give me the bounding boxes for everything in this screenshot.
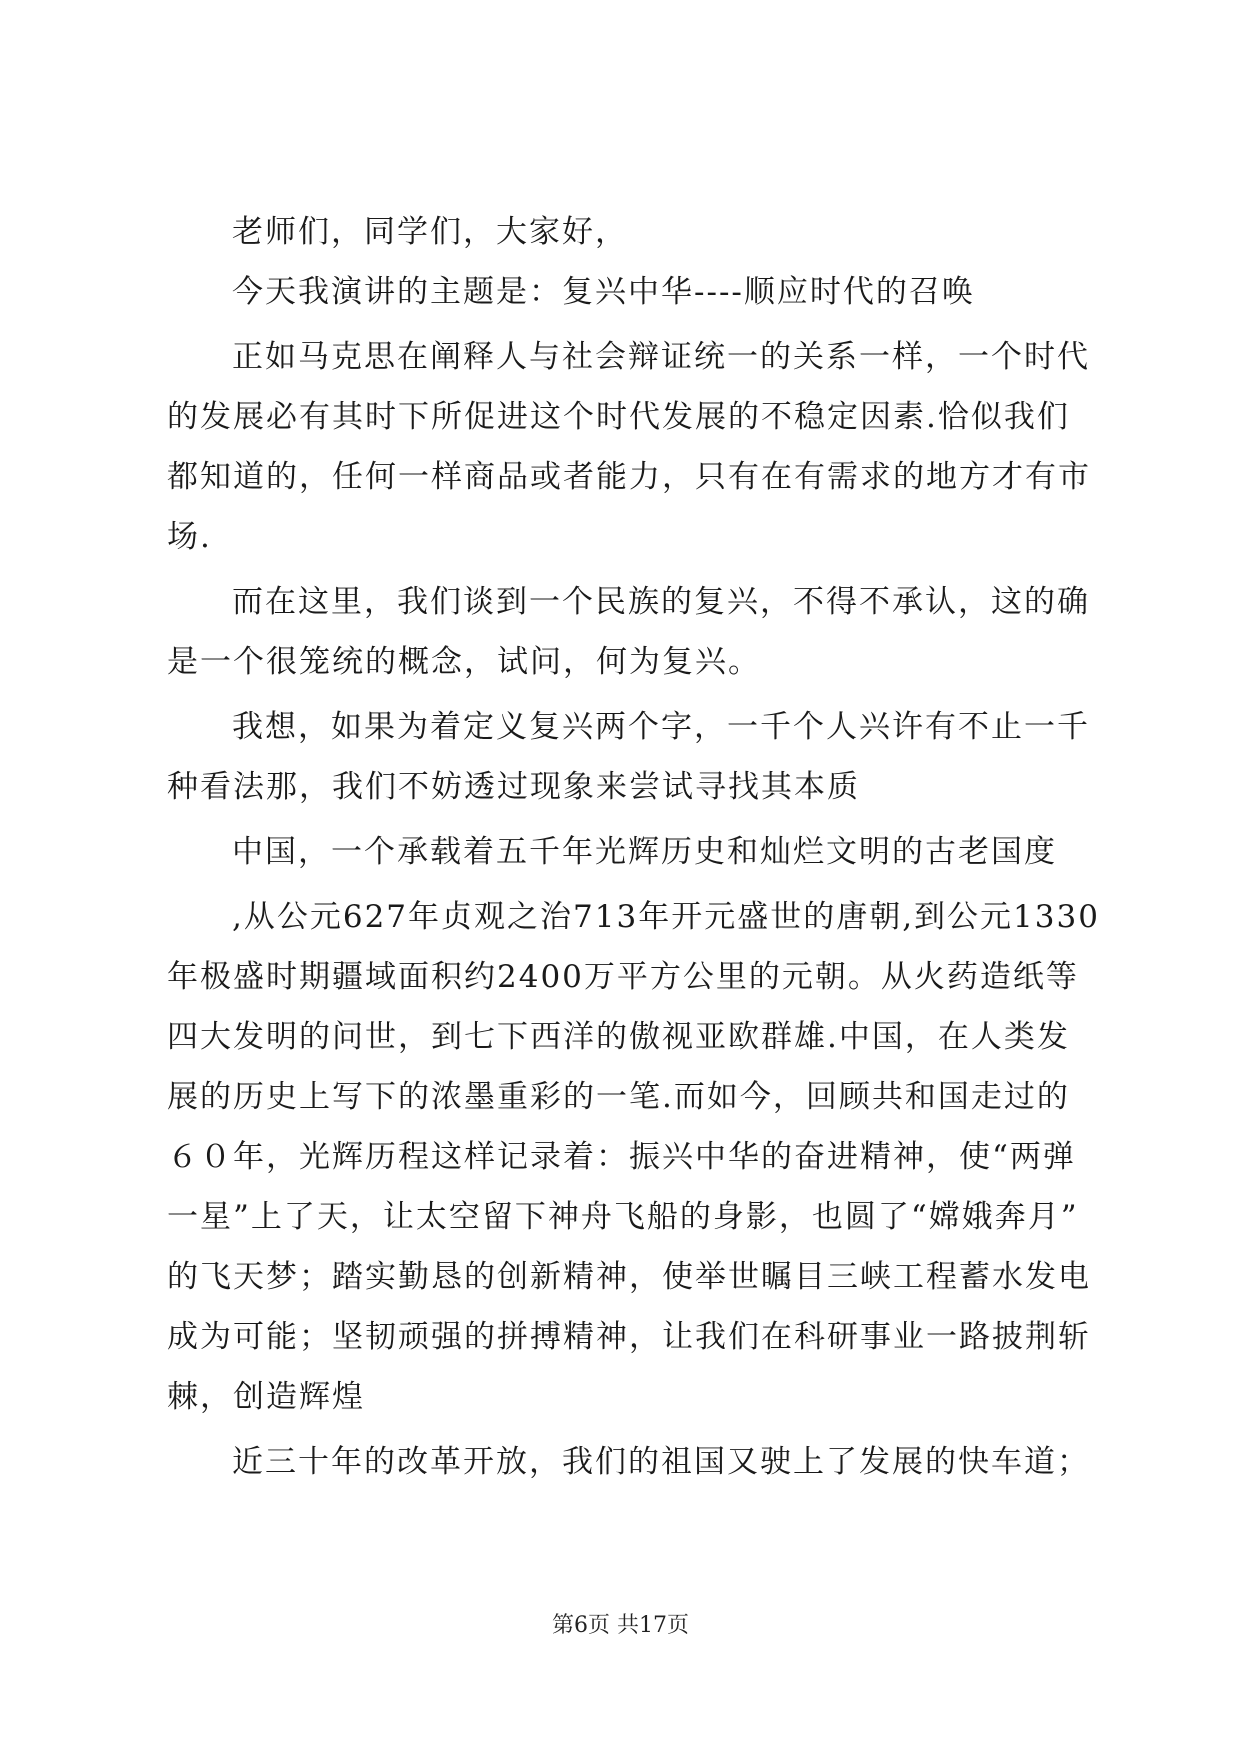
paragraph-line: 场. — [167, 519, 212, 555]
paragraph-line: 展的历史上写下的浓墨重彩的一笔.而如今，回顾共和国走过的 — [167, 1079, 1070, 1115]
paragraph-line: 的飞天梦；踏实勤恳的创新精神，使举世瞩目三峡工程蓄水发电 — [167, 1259, 1091, 1295]
paragraph-line: 一星”上了天，让太空留下神舟飞船的身影，也圆了“嫦娥奔月” — [167, 1199, 1079, 1235]
paragraph-line: 正如马克思在阐释人与社会辩证统一的关系一样，一个时代 — [232, 339, 1090, 375]
topic-line: 今天我演讲的主题是：复兴中华----顺应时代的召唤 — [232, 274, 975, 310]
paragraph-line: 都知道的，任何一样商品或者能力，只有在有需求的地方才有市 — [167, 459, 1091, 495]
paragraph-line: 的发展必有其时下所促进这个时代发展的不稳定因素.恰似我们 — [167, 399, 1070, 435]
page-number-footer: 第6页 共17页 — [552, 1613, 689, 1638]
paragraph-line: ６０年，光辉历程这样记录着：振兴中华的奋进精神，使“两弹 — [167, 1139, 1076, 1175]
paragraph-line: 近三十年的改革开放，我们的祖国又驶上了发展的快车道； — [232, 1444, 1090, 1480]
paragraph-line: 年极盛时期疆域面积约2400万平方公里的元朝。从火药造纸等 — [167, 959, 1079, 995]
paragraph-line: 种看法那，我们不妨透过现象来尝试寻找其本质 — [167, 769, 860, 805]
paragraph-line: ,从公元627年贞观之治713年开元盛世的唐朝,到公元1330 — [232, 899, 1100, 935]
paragraph-line: 而在这里，我们谈到一个民族的复兴，不得不承认，这的确 — [232, 584, 1090, 620]
paragraph-line: 是一个很笼统的概念，试问，何为复兴。 — [167, 644, 761, 680]
paragraph-line: 中国，一个承载着五千年光辉历史和灿烂文明的古老国度 — [232, 834, 1057, 870]
paragraph-line: 我想，如果为着定义复兴两个字，一千个人兴许有不止一千 — [232, 709, 1090, 745]
greeting-line: 老师们，同学们，大家好， — [232, 214, 628, 250]
paragraph-line: 成为可能；坚韧顽强的拼搏精神，让我们在科研事业一路披荆斩 — [167, 1319, 1091, 1355]
paragraph-line: 四大发明的问世，到七下西洋的傲视亚欧群雄.中国，在人类发 — [167, 1019, 1070, 1055]
paragraph-line: 棘，创造辉煌 — [167, 1379, 365, 1415]
